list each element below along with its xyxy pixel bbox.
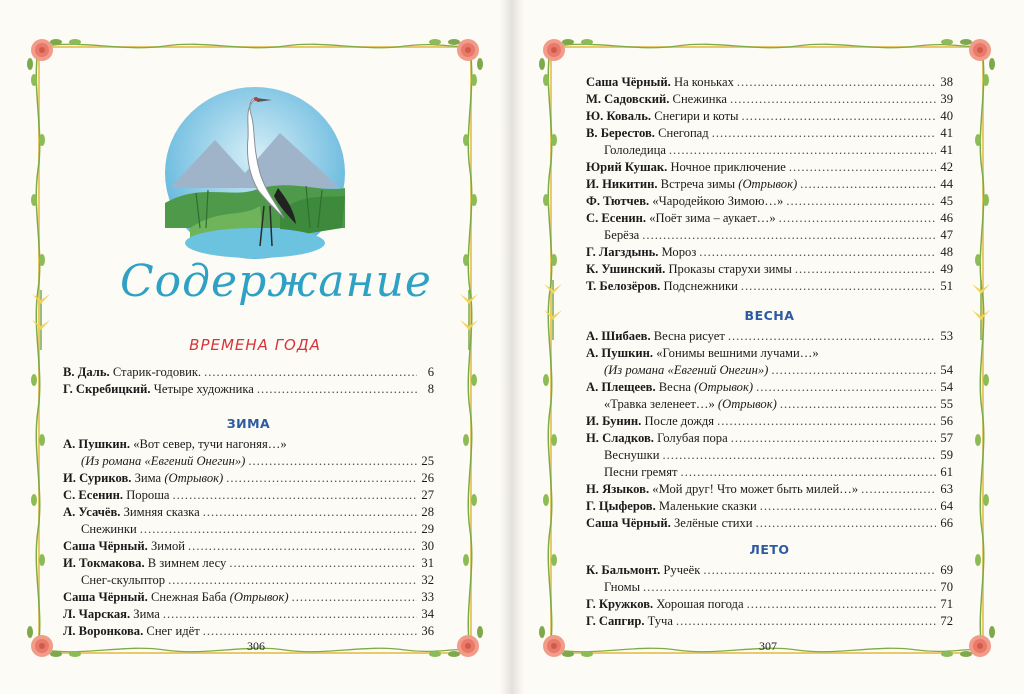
entry-page: 48 — [940, 245, 953, 259]
entry-page: 31 — [421, 556, 434, 570]
entry-page: 6 — [427, 365, 434, 379]
entry-author: Н. Языков. — [586, 482, 650, 496]
toc-spring — [586, 304, 953, 532]
entry-title: Туча — [647, 614, 673, 628]
entry-page: 30 — [421, 539, 434, 553]
entry-title: Ночное приключение — [670, 160, 786, 174]
entry-title: (Из романа «Евгений Онегин») — [81, 454, 246, 468]
entry-author: Г. Цыферов. — [586, 499, 656, 513]
toc-entry[interactable] — [586, 227, 953, 244]
vine-border-icon — [45, 38, 465, 54]
entry-author: А. Шибаев. — [586, 329, 651, 343]
toc-entry[interactable] — [586, 413, 953, 430]
entry-title: Веснушки — [604, 448, 660, 462]
toc-entry[interactable] — [63, 623, 434, 640]
entry-author: С. Есенин. — [586, 211, 647, 225]
entry-title: В зимнем лесу — [147, 556, 227, 570]
entry-page: 29 — [421, 522, 434, 536]
entry-title: Встреча зимы — [660, 177, 736, 191]
lily-ornament-icon — [454, 290, 484, 350]
entry-title: Гололедица — [604, 143, 666, 157]
entry-page: 70 — [940, 580, 953, 594]
entry-author: К. Бальмонт. — [586, 563, 661, 577]
entry-page: 44 — [940, 177, 953, 191]
entry-title: На коньках — [673, 75, 734, 89]
toc-entry[interactable] — [63, 364, 434, 381]
entry-title: «Гонимы вешними лучами…» — [656, 346, 819, 360]
lily-ornament-icon — [966, 280, 996, 340]
toc-entry[interactable] — [63, 555, 434, 572]
entry-page: 54 — [940, 380, 953, 394]
entry-title: Зелёные стихи — [673, 516, 753, 530]
entry-title: Голубая пора — [657, 431, 728, 445]
entry-title: Пороша — [126, 488, 170, 502]
entry-page: 38 — [940, 75, 953, 89]
toc-entry[interactable] — [586, 91, 953, 108]
entry-page: 66 — [940, 516, 953, 530]
entry-author: Л. Воронкова. — [63, 624, 144, 638]
entry-page: 55 — [940, 397, 953, 411]
toc-entry[interactable] — [586, 362, 953, 379]
entry-title: После дождя — [644, 414, 715, 428]
toc-entry[interactable] — [63, 521, 434, 538]
entry-author: Саша Чёрный. — [63, 590, 148, 604]
entry-title: Ручеёк — [663, 563, 701, 577]
toc-entry[interactable] — [586, 108, 953, 125]
entry-author: Г. Сапгир. — [586, 614, 645, 628]
toc-entry[interactable] — [586, 396, 953, 413]
toc-entry[interactable] — [586, 278, 953, 295]
entry-note: (Отрывок) — [229, 590, 289, 604]
entry-title: «Вот север, тучи нагоняя…» — [133, 437, 287, 451]
entry-title: Снег идёт — [146, 624, 200, 638]
toc-entry[interactable] — [63, 436, 434, 453]
toc-entry[interactable] — [586, 159, 953, 176]
entry-page: 63 — [940, 482, 953, 496]
toc-entry[interactable] — [586, 481, 953, 498]
entry-page: 25 — [421, 454, 434, 468]
toc-entry[interactable] — [586, 447, 953, 464]
toc-entry[interactable] — [586, 328, 953, 345]
entry-title: Зима — [133, 607, 160, 621]
entry-title: «Мой друг! Что может быть милей…» — [652, 482, 859, 496]
entry-page: 54 — [940, 363, 953, 377]
toc-entry[interactable] — [586, 464, 953, 481]
entry-page: 41 — [940, 126, 953, 140]
toc-entry[interactable] — [586, 176, 953, 193]
entry-title: «Травка зеленеет…» — [604, 397, 715, 411]
entry-title: Подснежники — [663, 279, 738, 293]
entry-title: Снежинка — [672, 92, 727, 106]
entry-page: 46 — [940, 211, 953, 225]
entry-title: Снежинки — [81, 522, 137, 536]
entry-page: 34 — [421, 607, 434, 621]
entry-author: К. Ушинский. — [586, 262, 666, 276]
entry-title: Снегири и коты — [654, 109, 739, 123]
entry-title: Хорошая погода — [656, 597, 744, 611]
toc-entry[interactable] — [63, 572, 434, 589]
entry-title: Песни гремят — [604, 465, 678, 479]
entry-author: А. Пушкин. — [586, 346, 654, 360]
entry-author: Т. Белозёров. — [586, 279, 661, 293]
entry-author: И. Бунин. — [586, 414, 642, 428]
toc-entry[interactable] — [586, 244, 953, 261]
entry-author: Ф. Тютчев. — [586, 194, 650, 208]
entry-page: 33 — [421, 590, 434, 604]
entry-title: Берёза — [604, 228, 640, 242]
entry-page: 61 — [940, 465, 953, 479]
toc-entry[interactable] — [586, 579, 953, 596]
entry-title: (Из романа «Евгений Онегин») — [604, 363, 769, 377]
seasons-subtitle: ВРЕМЕНА ГОДА — [189, 336, 321, 354]
entry-title: Четыре художника — [153, 382, 254, 396]
entry-page: 36 — [421, 624, 434, 638]
toc-entry[interactable] — [586, 125, 953, 142]
toc-entry[interactable] — [63, 470, 434, 487]
entry-title: Весна рисует — [653, 329, 725, 343]
entry-author: Юрий Кушак. — [586, 160, 668, 174]
toc-entry[interactable] — [63, 606, 434, 623]
toc-intro — [63, 364, 434, 398]
toc-entry[interactable] — [586, 261, 953, 278]
page-number: 306 — [247, 639, 265, 653]
entry-note: (Отрывок) — [164, 471, 224, 485]
entry-page: 39 — [940, 92, 953, 106]
entry-author: А. Пушкин. — [63, 437, 131, 451]
entry-author: И. Никитин. — [586, 177, 658, 191]
entry-page: 64 — [940, 499, 953, 513]
entry-page: 72 — [940, 614, 953, 628]
entry-page: 41 — [940, 143, 953, 157]
page-title: Содержание — [120, 256, 432, 307]
entry-page: 71 — [940, 597, 953, 611]
vine-border-icon — [462, 50, 478, 650]
entry-author: Г. Лагздынь. — [586, 245, 659, 259]
page-number: 307 — [759, 639, 777, 653]
rose-corner-icon — [22, 30, 62, 70]
lily-ornament-icon — [538, 280, 568, 340]
vine-border-icon — [974, 50, 990, 650]
entry-page: 32 — [421, 573, 434, 587]
entry-author: Саша Чёрный. — [586, 75, 671, 89]
entry-page: 28 — [421, 505, 434, 519]
vine-border-icon — [30, 50, 46, 650]
entry-title: Снежная Баба — [150, 590, 227, 604]
toc-entry[interactable] — [586, 142, 953, 159]
entry-title: «Чародейкою Зимою…» — [652, 194, 784, 208]
book-gutter — [500, 0, 524, 694]
entry-page: 51 — [940, 279, 953, 293]
entry-author: Ю. Коваль. — [586, 109, 652, 123]
toc-entry[interactable] — [586, 345, 953, 362]
entry-author: И. Токмакова. — [63, 556, 145, 570]
section-heading-summer: ЛЕТО — [749, 542, 790, 557]
toc-entry[interactable] — [63, 504, 434, 521]
lily-ornament-icon — [26, 290, 56, 350]
entry-page: 27 — [421, 488, 434, 502]
entry-author: А. Плещеев. — [586, 380, 656, 394]
entry-author: А. Усачёв. — [63, 505, 121, 519]
vine-border-icon — [557, 38, 977, 54]
entry-page: 40 — [940, 109, 953, 123]
rose-corner-icon — [960, 30, 1000, 70]
entry-title: Гномы — [604, 580, 641, 594]
toc-entry[interactable] — [586, 193, 953, 210]
rose-corner-icon — [448, 30, 488, 70]
entry-author: Г. Скребицкий. — [63, 382, 151, 396]
rose-corner-icon — [534, 30, 574, 70]
toc-entry[interactable] — [63, 538, 434, 555]
toc-entry[interactable] — [63, 589, 434, 606]
entry-title: Снег-скульптор — [81, 573, 166, 587]
toc-entry[interactable] — [586, 613, 953, 630]
entry-page: 69 — [940, 563, 953, 577]
entry-author: М. Садовский. — [586, 92, 670, 106]
entry-author: В. Даль. — [63, 365, 110, 379]
toc-entry[interactable] — [586, 596, 953, 613]
entry-page: 49 — [940, 262, 953, 276]
entry-page: 42 — [940, 160, 953, 174]
crane-illustration-icon — [160, 78, 350, 263]
toc-entry[interactable] — [586, 210, 953, 227]
toc-entry[interactable] — [63, 487, 434, 504]
entry-title: Весна — [658, 380, 691, 394]
entry-title: «Поёт зима – аукает…» — [649, 211, 776, 225]
entry-title: Старик-годовик. — [112, 365, 202, 379]
toc-entry[interactable] — [586, 74, 953, 91]
entry-title: Мороз — [661, 245, 697, 259]
entry-author: Саша Чёрный. — [586, 516, 671, 530]
entry-author: Л. Чарская. — [63, 607, 131, 621]
entry-author: С. Есенин. — [63, 488, 124, 502]
toc-entry[interactable] — [586, 498, 953, 515]
right-page — [512, 0, 1024, 694]
entry-page: 8 — [427, 382, 434, 396]
entry-author: Саша Чёрный. — [63, 539, 148, 553]
section-heading-winter: ЗИМА — [226, 416, 271, 431]
toc-entry[interactable] — [63, 453, 434, 470]
entry-title: Маленькие сказки — [658, 499, 757, 513]
entry-title: Зимой — [150, 539, 186, 553]
entry-author: И. Суриков. — [63, 471, 132, 485]
entry-page: 57 — [940, 431, 953, 445]
entry-title: Проказы старухи зимы — [668, 262, 792, 276]
toc-entry[interactable] — [586, 515, 953, 532]
entry-title: Зимняя сказка — [123, 505, 200, 519]
entry-page: 47 — [940, 228, 953, 242]
entry-author: Н. Сладков. — [586, 431, 654, 445]
entry-page: 59 — [940, 448, 953, 462]
entry-note: (Отрывок) — [717, 397, 777, 411]
entry-page: 26 — [421, 471, 434, 485]
entry-title: Снегопад — [658, 126, 709, 140]
entry-author: Г. Кружков. — [586, 597, 654, 611]
entry-page: 53 — [940, 329, 953, 343]
entry-author: В. Берестов. — [586, 126, 655, 140]
toc-entry[interactable] — [586, 379, 953, 396]
toc-entry[interactable] — [586, 430, 953, 447]
vine-border-icon — [542, 50, 558, 650]
toc-winter-continued — [586, 74, 953, 295]
entry-note: (Отрывок) — [694, 380, 754, 394]
toc-winter — [63, 412, 434, 640]
entry-title: Зима — [134, 471, 162, 485]
entry-page: 45 — [940, 194, 953, 208]
toc-entry[interactable] — [586, 562, 953, 579]
toc-summer — [586, 538, 953, 630]
section-heading-spring: ВЕСНА — [744, 308, 795, 323]
entry-page: 56 — [940, 414, 953, 428]
entry-note: (Отрывок) — [738, 177, 798, 191]
toc-entry[interactable] — [63, 381, 434, 398]
